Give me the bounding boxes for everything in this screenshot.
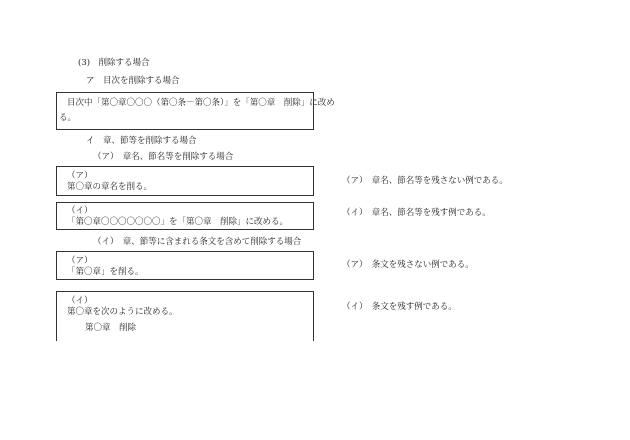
box1-label: （ア） — [67, 171, 93, 181]
note-1: （ア） 章名、節名等を残さない例である。 — [342, 176, 508, 186]
section-heading: (3) 削除する場合 — [78, 58, 150, 68]
example-box-2 — [56, 202, 314, 230]
example-box-toc — [56, 92, 335, 130]
note-3: （ア） 条文を残さない例である。 — [342, 260, 474, 270]
example-box-1 — [56, 166, 314, 196]
note-4: （イ） 条文を残す例である。 — [342, 302, 457, 312]
box4-text2: 第〇章 削除 — [85, 323, 137, 333]
box4-text: 第〇章を次のように改める。 — [67, 307, 178, 317]
box-toc-line1: 目次中「第〇章〇〇〇（第〇条－第〇条）」を「第〇章 削除」に改め — [67, 98, 335, 108]
note-2: （イ） 章名、節名等を残す例である。 — [342, 208, 491, 218]
box4-label: （イ） — [67, 296, 93, 306]
subheading-chapter: イ 章、節等を削除する場合 — [86, 136, 197, 146]
example-box-3 — [56, 251, 314, 280]
box2-text: 「第〇章〇〇〇〇〇〇〇」を「第〇章 削除」に改める。 — [67, 217, 289, 227]
subheading-chapter-name: （ア） 章名、節名等を削除する場合 — [93, 152, 234, 162]
box3-text: 「第〇章」を削る。 — [67, 267, 144, 277]
example-box-4 — [56, 291, 314, 341]
box3-label: （ア） — [67, 256, 93, 266]
box2-label: （イ） — [67, 206, 93, 216]
subheading-chapter-articles: （イ） 章、節等に含まれる条文を含めて削除する場合 — [93, 237, 302, 247]
box1-text: 第〇章の章名を削る。 — [67, 182, 153, 192]
box-toc-line2: る。 — [59, 113, 77, 123]
subheading-toc: ア 目次を削除する場合 — [86, 76, 180, 86]
